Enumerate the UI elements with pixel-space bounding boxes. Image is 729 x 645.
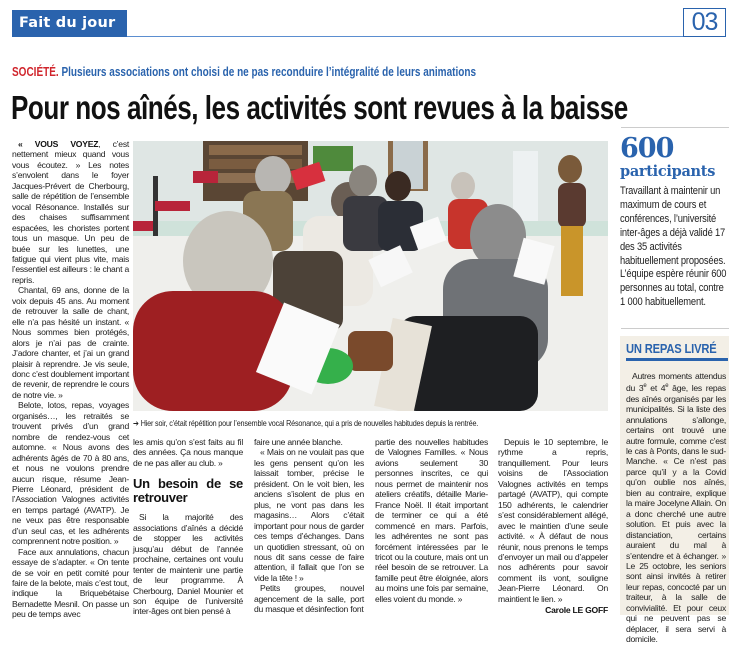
- paragraph: Si la majorité des associations d’aînés a décidé de stopper les activités jusqu’au début de l’année prochaine, certaines ont voulu tenter de maintenir une partie de leur programme. À Cherbourg, Daniel Mounier et son équipe de l’université inter-âges ont bien pensé à: [133, 512, 243, 617]
- paragraph: faire une année blanche.: [254, 437, 343, 447]
- choir-rehearsal-photo: [133, 141, 608, 411]
- text-run: Autres moments attendus du 3: [626, 371, 726, 394]
- photo-caption: [133, 418, 552, 428]
- paragraph: [12, 139, 129, 285]
- section-rubric: Fait du jour: [12, 10, 127, 37]
- paragraph: partie des nouvelles habitudes de Valognes Familles. « Nous avions seulement 30 personnes inscrites, ce qui nous permet de maintenir nos ateliers créatifs, détaille Marie-France Noël. Il était important de terminer ce qui a été commencé en mars. Parfois, les adhérentes ne sont pas forcément intéressées par le tricot ou la couture, mais ont un réel besoin de se retrouver. La famille peut être éloignée, alors au moins une fois par semaine, elles voient du monde. »: [375, 437, 488, 604]
- text-run: âge, les repas des aînés organisés par les municipalités. Si la liste des annulations s’allonge, certains ont trouvé une autre formule, comme c’est le cas à Ponts, dans le sud-Manche. « Ce n’est pas parce qu’il y a la Covid qu’on oublie nos aînés, bien au contraire, explique la maire Jocelyne Allain. On a donc cherché une autre solution. Et puis avec la distanciation, certains auraient du mal à s’entendre et à échanger. » Le 25 octobre, les seniors sont ainsi invités à retirer leur repas, concocté par un traiteur, à la salle de convivialité. Et pour ceux qui ne peuvent pas se déplacer, il sera servi à domicile.: [626, 383, 726, 645]
- sidebar-rule-top: [621, 127, 729, 128]
- key-figure: 600: [620, 133, 674, 164]
- paragraph: Chantal, 69 ans, donne de la voix depuis 45 ans. Au moment de retrouver la salle de chant, elle n’a pas hésité un instant. « Nous sommes bien protégés, alors je n’ai pas de crainte. J’adore chanter, et j’ai un grand plaisir à reprendre. Je vis seule, donc c’est doublement important de revenir, de reprendre le cours de notre vie. »: [12, 285, 129, 400]
- superscript: e: [665, 383, 669, 390]
- arrow-icon: ➔: [133, 419, 141, 428]
- sidebar-box-text: [626, 371, 726, 645]
- key-figure-label: participants: [620, 163, 716, 180]
- article-column-4: [375, 437, 488, 604]
- caption-text: Hier soir, c’était répétition pour l’ensemble vocal Résonance, qui a pris de nouvelles habitudes depuis la rentrée.: [140, 419, 479, 428]
- lead-words: « VOUS VOYEZ: [18, 139, 99, 149]
- subheading: Un besoin de se retrouver: [133, 476, 243, 506]
- superscript: e: [643, 383, 647, 390]
- paragraph: Petits groupes, nouvel agencement de la salle, port du masque et désinfection font: [254, 583, 364, 615]
- header-rule: [127, 36, 683, 37]
- lead-text: , c’est nettement mieux quand vous vous écoutez. » Les notes s’envolent dans le foyer Jacques-Prévert de Cherbourg, salle de répétition de l’ensemble vocal Résonance. Installés sur des chaises suffisamment espacées, les choristes portent tous un masque. Un peu de buée sur les lunettes, une fatigue qui vient plus vite, mais l’essentiel est ailleurs : le chant a repris.: [12, 139, 129, 285]
- paragraph: « Mais on ne voulait pas que les gens pensent qu’on les laissait tomber, précise le président. On le voit bien, les anciens s’isolent de plus en plus, ne vont pas dans les magasins… Alors c’était important pour nous de garder ces temps d’échanges. Dans un quotidien stressant, où on nous dit sans cesse de faire attention, il fallait que l’on se vide la tête ! »: [254, 447, 364, 583]
- article-column-5: [498, 437, 608, 616]
- sidebar-rule-mid: [621, 328, 729, 329]
- headline: Pour nos aînés, les activités sont revues à la baisse: [11, 89, 628, 126]
- article-column-1: [12, 139, 129, 620]
- sidebar-box-underline: [626, 358, 728, 361]
- paragraph: [626, 371, 726, 645]
- paragraph: Belote, lotos, repas, voyages organisés…, les retraités se trouvent privés d’un grand nombre de rendez-vous cet automne. « Nous avons des adhérents âgés de 70 à 80 ans, et nous ne voulons prendre aucun risque, résume Jean-Pierre Léonard, président de l’Association Valognes activités en temps partagé (AVATP). Je ne veux pas être responsable d’un seul cas, et les adhérents comprennent notre position. »: [12, 400, 129, 547]
- article-photo: [133, 141, 608, 411]
- text-run: et 4: [646, 383, 666, 394]
- page-number: 03: [683, 8, 726, 37]
- kicker: [12, 65, 476, 79]
- key-figure-text: Travaillant à maintenir un maximum de cours et conférences, l’université inter-âges a déjà validé 17 des 35 activités habituellement proposées. L’équipe espère réunir 600 personnes au total, contre 1 000 habituellement.: [620, 185, 727, 309]
- sidebar-box-title: UN REPAS LIVRÉ: [626, 341, 717, 356]
- paragraph: les amis qu’on s’est faits au fil des années. Ça nous manque de ne pas aller au club. »: [133, 437, 243, 468]
- author-signature: Carole LE GOFF: [545, 605, 608, 616]
- kicker-text: Plusieurs associations ont choisi de ne pas reconduire l’intégralité de leurs animations: [61, 65, 477, 79]
- article-column-2: [133, 437, 243, 617]
- paragraph: Face aux annulations, chacun essaye de s’adapter. « On tente de se voir en petit comité pour faire de la belote, mais c’est tout, indique la Briquebétaise Bernadette Mesnil. On passe un peu de temps avec: [12, 546, 129, 620]
- paragraph: Depuis le 10 septembre, le rythme a repris, tranquillement. Pour leurs voisins de l’Association Valognes activités en temps partagé (AVATP), qui compte 150 adhérents, le calendrier s’est considérablement allégé, avec le maintien d’une seule activité. « À défaut de nous réunir, nous prenons le temps d’envoyer un mail ou d’appeler nos adhérents pour savoir comment ils vont, souligne Jean-Pierre Léonard. On maintient le lien. »: [498, 437, 608, 604]
- article-column-3: [254, 437, 364, 615]
- kicker-label: SOCIÉTÉ.: [12, 65, 59, 79]
